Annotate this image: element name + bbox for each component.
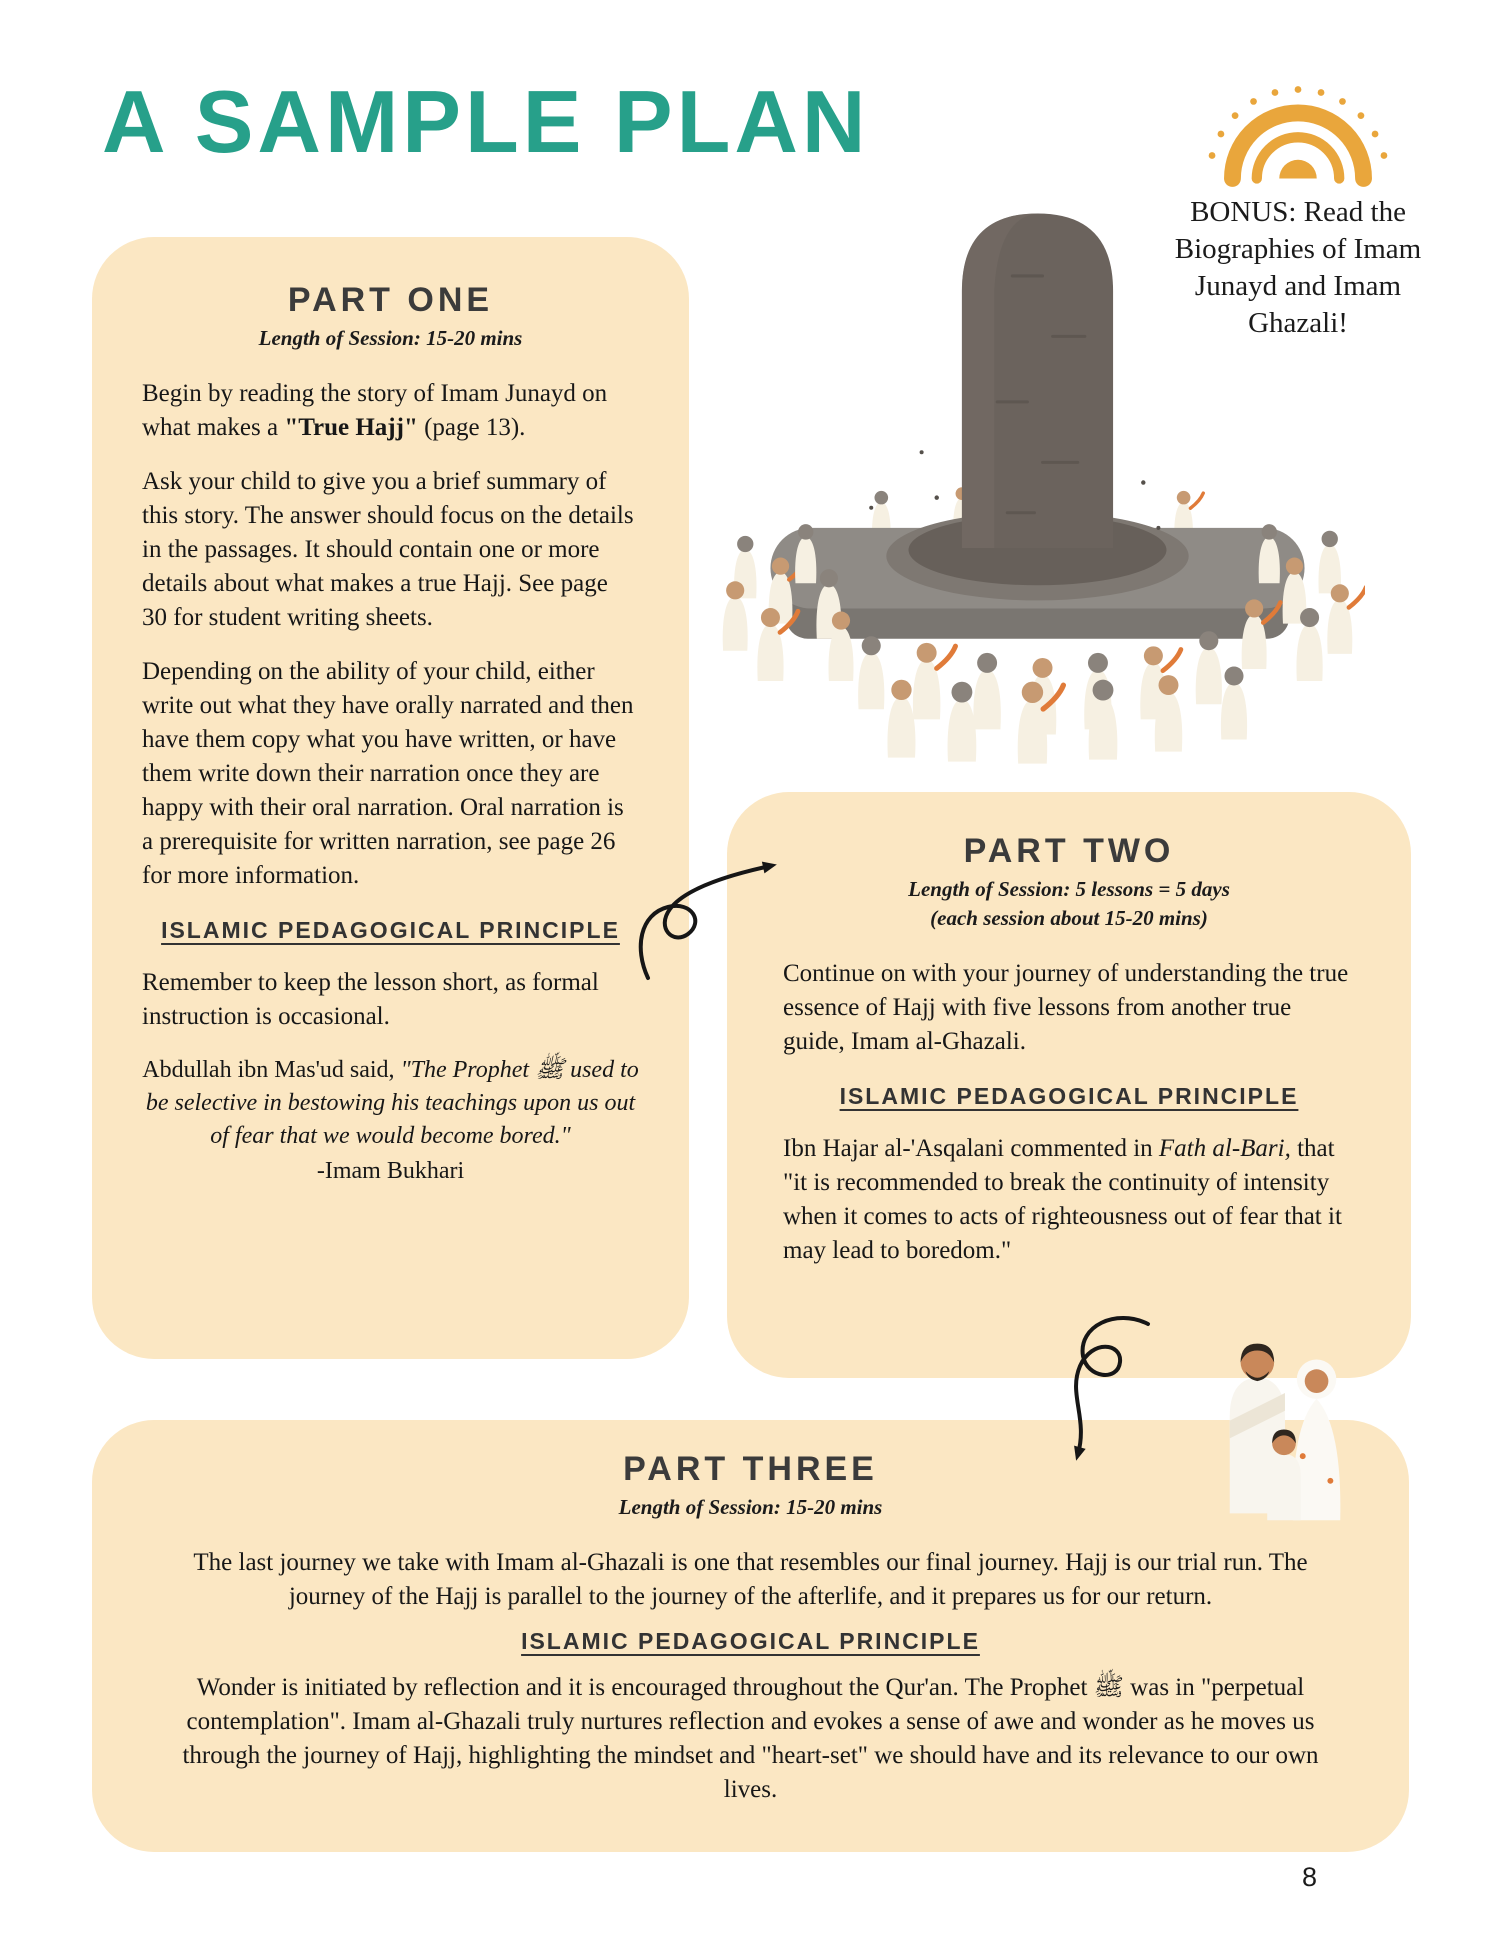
- quote-attribution: -Imam Bukhari: [316, 1158, 465, 1185]
- part-one-session-length: Length of Session: 15-20 mins: [258, 326, 523, 350]
- part-one-principle-heading: ISLAMIC PEDAGOGICAL PRINCIPLE: [161, 917, 620, 943]
- part-two-principle-text: [783, 1132, 1355, 1268]
- text-segment: Ibn Hajar al-'Asqalani commented in: [783, 1135, 1159, 1162]
- pilgrim-family-illustration: [1202, 1318, 1365, 1540]
- part-three-principle-heading: ISLAMIC PEDAGOGICAL PRINCIPLE: [521, 1628, 980, 1654]
- part-three-principle-text: Wonder is initiated by reflection and it is encouraged throughout the Qur'an. The Prophet ﷺ was in "perpetual contemplation". Imam al-Ghazali truly nurtures reflection and evokes a sense of awe and wonder as he moves us through the journey of Hajj, highlighting the mindset and "heart-set" we should have and its relevance to our own lives.: [182, 1674, 1319, 1803]
- part-two-title: PART TWO: [963, 832, 1175, 870]
- part-one-quote: [142, 1054, 639, 1188]
- fath-al-bari-italic: Fath al-Bari,: [1158, 1135, 1291, 1162]
- text-segment: Begin by reading the story of Imam Junayd on what makes a: [142, 380, 608, 441]
- jamarat-pillar: [962, 213, 1113, 548]
- part-three-session-length: Length of Session: 15-20 mins: [618, 1495, 883, 1519]
- part-three-paragraph-1: The last journey we take with Imam al-Ghazali is one that resembles our final journey. Hajj is our trial run. The journey of the Hajj is parallel to the journey of the afterlife, and it prepares us for our return.: [193, 1549, 1308, 1610]
- curved-arrow-icon: [632, 852, 790, 988]
- quote-intro: Abdullah ibn Mas'ud said,: [142, 1057, 401, 1083]
- part-one-principle-text: Remember to keep the lesson short, as formal instruction is occasional.: [142, 969, 599, 1030]
- text-segment: (page 13).: [417, 414, 526, 441]
- bonus-text: BONUS: Read the Biographies of Imam Junayd and Imam Ghazali!: [1174, 196, 1422, 340]
- part-two-session-length: Length of Session: 5 lessons = 5 days: [908, 877, 1230, 901]
- child-figure: [1267, 1429, 1301, 1520]
- part-three-title: PART THREE: [623, 1450, 878, 1488]
- sun-rainbow-icon: [1195, 66, 1401, 188]
- part-two-session-detail: (each session about 15-20 mins): [930, 906, 1208, 930]
- part-two-principle-heading: ISLAMIC PEDAGOGICAL PRINCIPLE: [839, 1083, 1299, 1109]
- part-one-card: [92, 237, 689, 1359]
- part-one-paragraph-2: Ask your child to give you a brief summary of this story. The answer should focus on the details in the passages. It should contain one or more details about what makes a true Hajj. See page 30 for student writing sheets.: [142, 468, 634, 631]
- jamarat-pillar-illustration: [710, 195, 1365, 765]
- page-title: A SAMPLE PLAN: [102, 72, 870, 171]
- part-one-paragraph-1: [142, 377, 639, 445]
- curly-arrow-icon: [1048, 1312, 1166, 1470]
- text-segment: that "it is recommended to break the continuity of intensity when it comes to acts of righteousness out of fear that it may lead to boredom.": [783, 1135, 1342, 1264]
- part-one-title: PART ONE: [287, 281, 494, 319]
- part-two-card: [727, 792, 1411, 1378]
- part-two-paragraph-1: Continue on with your journey of understanding the true essence of Hajj with five lessons from another true guide, Imam al-Ghazali.: [783, 960, 1349, 1055]
- page-number: 8: [1302, 1862, 1318, 1892]
- quote-italic: "The Prophet ﷺ used to be selective in bestowing his teachings upon us out of fear that we would become bored.": [145, 1057, 639, 1150]
- true-hajj-bold: "True Hajj": [284, 414, 418, 441]
- part-one-paragraph-3: Depending on the ability of your child, either write out what they have orally narrated and then have them copy what you have written, or have them write down their narration once they are happy with their oral narration. Oral narration is a prerequisite for written narration, see page 26 for more information.: [142, 658, 634, 889]
